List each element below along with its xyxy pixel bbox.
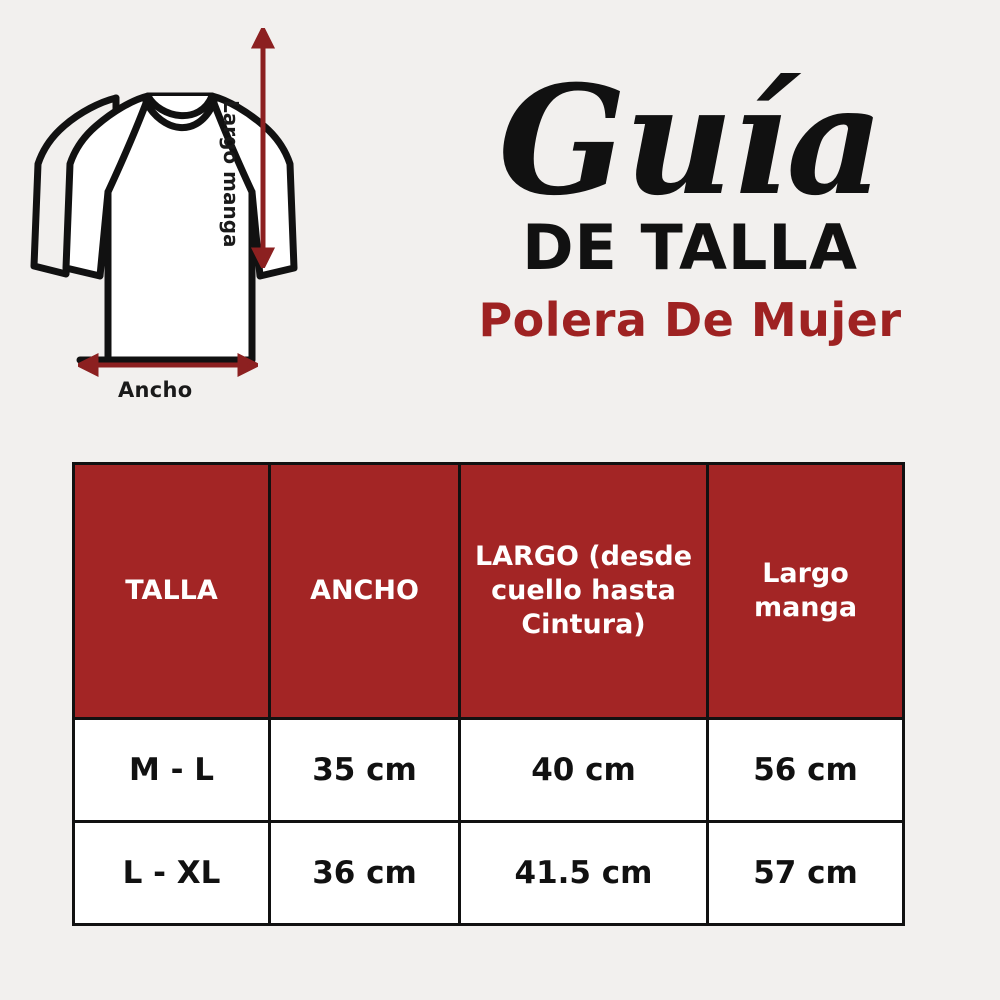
title-block — [395, 53, 985, 347]
cell-width: 36 cm — [270, 822, 460, 925]
table-header-row — [74, 464, 904, 719]
column-header-talla: TALLA — [74, 464, 270, 719]
size-table — [72, 462, 905, 926]
cell-sleeve: 56 cm — [708, 719, 904, 822]
cell-length: 41.5 cm — [460, 822, 708, 925]
product-title: Polera De Mujer — [478, 292, 902, 347]
cell-length: 40 cm — [460, 719, 708, 822]
sleeve-length-label: Largo manga — [219, 100, 243, 248]
sleeve-arrow — [250, 28, 276, 272]
column-header-largo: LARGO (desde cuello hasta Cintura) — [460, 464, 708, 719]
table-row — [74, 719, 904, 822]
cell-sleeve: 57 cm — [708, 822, 904, 925]
header-section — [0, 0, 1000, 450]
column-header-largo-manga: Largo manga — [708, 464, 904, 719]
table-row — [74, 822, 904, 925]
width-label: Ancho — [118, 378, 193, 402]
cell-size: L - XL — [74, 822, 270, 925]
page-title: Guía — [498, 53, 882, 229]
table-body — [74, 719, 904, 925]
page-subtitle: DE TALLA — [522, 210, 858, 284]
cell-width: 35 cm — [270, 719, 460, 822]
table-header — [74, 464, 904, 719]
size-table-wrapper — [72, 462, 902, 926]
cell-size: M - L — [74, 719, 270, 822]
column-header-ancho: ANCHO — [270, 464, 460, 719]
